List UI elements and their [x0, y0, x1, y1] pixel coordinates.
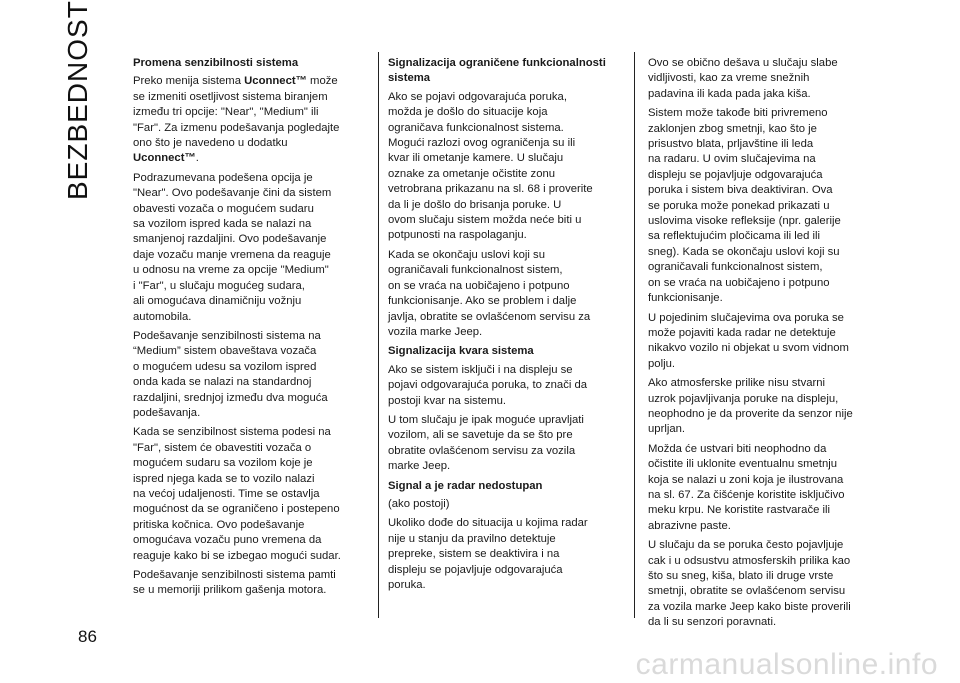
paragraph: Podrazumevana podešena opcija je "Near". Ovo podešavanje čini da sistem obavesti vozača o mogućem sudaru sa vozilom ispred kada se nalazi na smanjenoj razdaljini. Ovo podešavanje daje vozaču manje vremena da reaguje u odnosu na vreme za opcije "Medium" i "Far", u slučaju mogućeg sudara, ali omogućava dinamičniju vožnju automobila.: [133, 171, 332, 323]
text-column-3: [648, 56, 880, 635]
paragraph: Ako se sistem isključi i na displeju se pojavi odgovarajuća poruka, to znači da postoji kvar na sistemu.: [388, 363, 588, 407]
paragraph: Podešavanje senzibilnosti sistema pamti se u memoriji prilikom gašenja motora.: [133, 569, 336, 597]
section-title: BEZBEDNOST: [62, 0, 93, 200]
heading-sensitivity: Promena senzibilnosti sistema: [133, 57, 299, 69]
paragraph: U pojedinim slučajevima ova poruka se može pojaviti kada radar ne detektuje nikakvo vozilo ni objekat u svom vidnom polju.: [648, 311, 849, 370]
uconnect-label: Uconnect™: [244, 75, 307, 88]
paragraph: Možda će ustvari biti neophodno da očistite ili uklonite eventualnu smetnju koja se nalazi u zoni koja je ilustrovana na sl. 67. Za čišćenje koristite isključivo meku krpu. Ne koristite rastvarače ili abrazivne paste.: [648, 442, 845, 532]
text-column-1: [133, 56, 365, 603]
heading-system-failure: Signalizacija kvara sistema: [388, 345, 534, 358]
watermark: carmanualsonline.info: [635, 648, 938, 681]
paragraph: Kada se okončaju uslovi koji su ograničavali funkcionalnost sistem, on se vraća na uobičajeno i potpuno funkcionisanje. Ako se problem i dalje javlja, obratite se ovlašćenom servisu za vozila marke Jeep.: [388, 248, 591, 338]
column-divider-left: [378, 52, 379, 618]
heading-radar-unavailable: Signal a je radar nedostupan: [388, 479, 543, 492]
heading-limited-functionality: Signalizacija ograničene funkcionalnosti sistema: [388, 57, 606, 85]
paragraph: Kada se senzibilnost sistema podesi na "Far", sistem će obavestiti vozača o mogućem sudaru sa vozilom koje je ispred njega kada se to vozilo nalazi na većoj udaljenosti. Time se ostavlja mogućnost da se ograničeno i postepeno pritiska kočnica. Ovo podešavanje omogućava vozaču puno vremena da reaguje kako bi se izbegao mogući sudar.: [133, 426, 341, 562]
paragraph: U tom slučaju je ipak moguće upravljati vozilom, ali se savetuje da se što pre obratite ovlašćenom servisu za vozila marke Jeep.: [388, 413, 584, 473]
paragraph: (ako postoji): [388, 497, 450, 510]
paragraph: Ukoliko dođe do situacija u kojima radar nije u stanju da pravilno detektuje prepreke, sistem se deaktivira i na displeju se pojavljuje odgovarajuća poruka.: [388, 517, 588, 591]
paragraph: Ako atmosferske prilike nisu stvarni uzrok pojavljivanja poruke na displeju, neophodno je da proverite da senzor nije uprljan.: [648, 377, 853, 436]
text-column-2: [388, 56, 624, 597]
uconnect-label: Uconnect™: [133, 152, 196, 165]
paragraph: Podešavanje senzibilnosti sistema na “Medium” sistem obaveštava vozača o mogućem udesu sa vozilom ispred onda kada se nalazi na standardnoj razdaljini, srednjoj između dva moguća podešavanja.: [133, 329, 328, 419]
paragraph: Preko menija sistema Uconnect™ može se izmeniti osetljivost sistema biranjem između tri opcije: "Near", "Medium" ili "Far". Za izmenu podešavanja pogledajte ono što je navedeno u dodatku Uconnect™.: [133, 75, 340, 165]
paragraph: Ako se pojavi odgovarajuća poruka, možda je došlo do situacije koja ograničava funkcionalnost sistema. Mogući razlozi ovog ograničenja su ili kvar ili ometanje kamere. U slučaju oznake za ometanje očistite zonu vetrobrana prikazanu na sl. 68 i proverite da li je došlo do brisanja poruke. U ovom slučaju sistem možda neće biti u potpunosti na raspolaganju.: [388, 90, 593, 242]
column-divider-right: [634, 52, 635, 618]
paragraph: U slučaju da se poruka često pojavljuje cak i u odsustvu atmosferskih prilika kao što su sneg, kiša, blato ili druge vrste smetnji, obratite se ovlašćenom servisu za vozila marke Jeep kako biste proverili da li su senzori poravnati.: [648, 539, 851, 629]
page-number: 86: [78, 627, 97, 646]
paragraph: Ovo se obično dešava u slučaju slabe vidljivosti, kao za vreme snežnih padavina ili kada pada jaka kiša.: [648, 57, 838, 100]
paragraph: Sistem može takođe biti privremeno zaklonjen zbog smetnji, kao što je prisustvo blata, prljavštine ili leda na radaru. U ovim slučajevima na displeju se pojavljuje odgovarajuća poruka i sistem biva deaktiviran. Ova se poruka može ponekad prikazati u uslovima visoke refleksije (npr. galerije sa reflektujućim pločicama ili led ili sneg). Kada se okončaju uslovi koji su ograničavali funkcionalnost sistem, on se vraća na uobičajeno i potpuno funkcionisanje.: [648, 107, 841, 305]
